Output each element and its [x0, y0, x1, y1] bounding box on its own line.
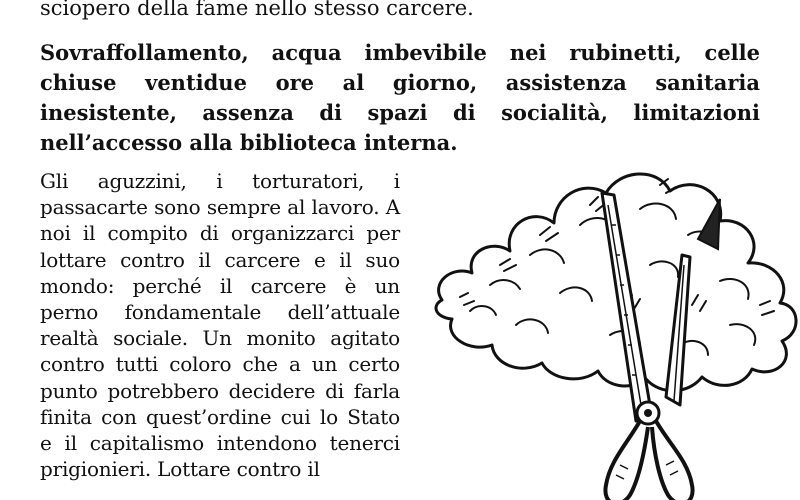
lead-paragraph: Sovraffollamento, acqua imbevibile nei rubinetti, celle chiuse ventidue ore al giorno, assistenza sanitaria inesistente, assenza di spazi di socialità, limitazioni nell’accesso alla biblioteca interna.: [40, 40, 760, 155]
body-paragraph: Gli aguzzini, i torturatori, i passacarte sono sempre al lavoro. A noi il compito di organizzarci per lottare contro il carcere e il suo mondo: perché il carcere è un perno fondamentale dell’attuale realtà sociale. Un monito agitato contro tutti coloro che a un certo punto potrebbero decidere di farla finita con quest’ordine cui lo Stato e il capitalismo intendono tenerci prigionieri. Lottare contro il: [40, 169, 400, 482]
paragraph-continuation: sciopero della fame nello stesso carcere.: [40, 0, 474, 20]
scissors-handle-left: [605, 421, 648, 500]
scissors-handle-right: [652, 421, 693, 500]
scissors-cloud-illustration: [430, 165, 800, 500]
